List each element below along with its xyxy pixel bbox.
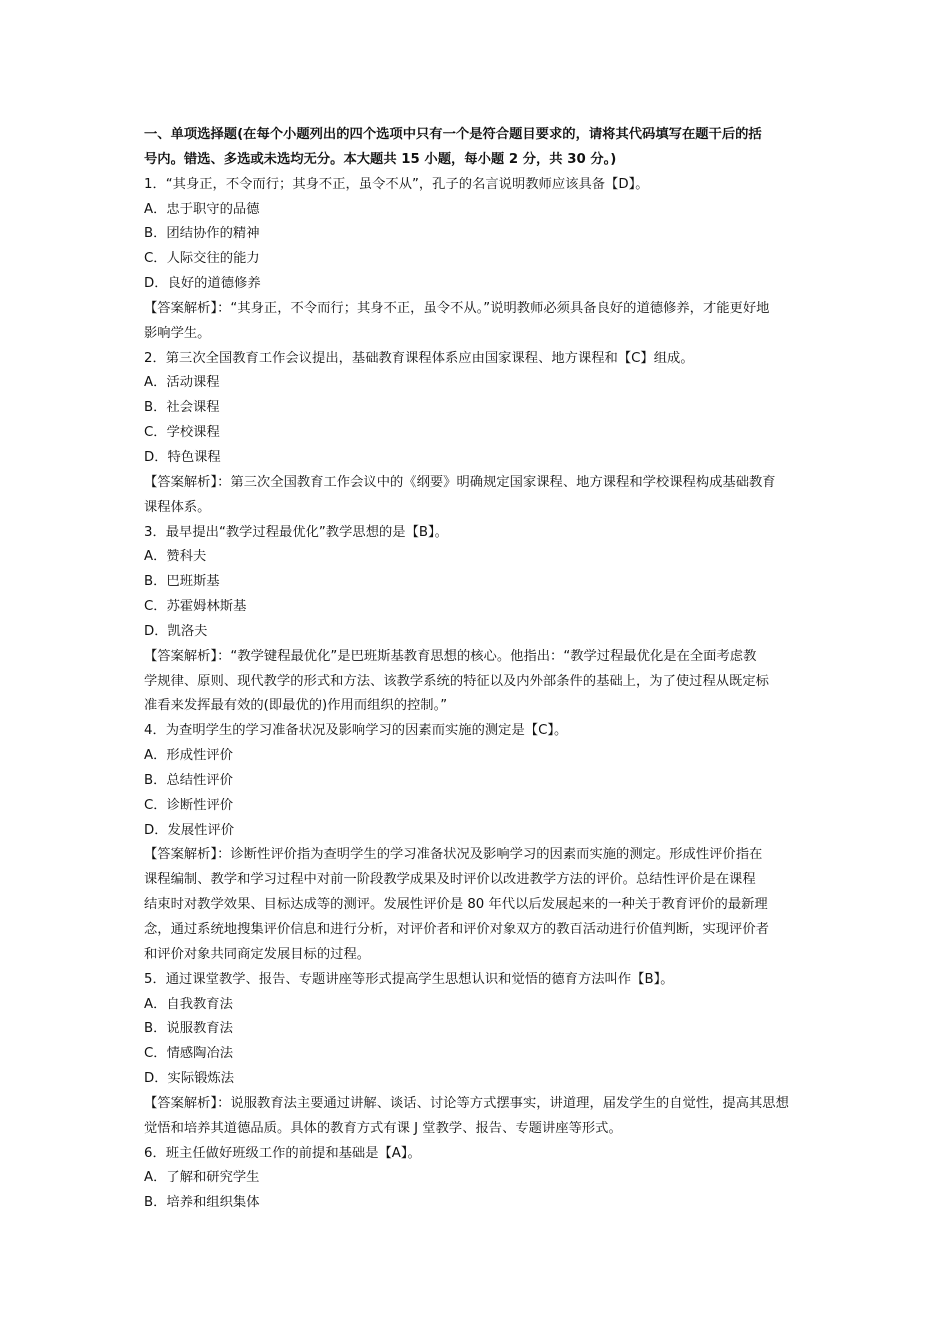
answer-analysis [144, 297, 810, 347]
option-d: D．发展性评价 [144, 822, 235, 838]
option-b: B．说服教育法 [144, 1021, 233, 1037]
option-c: C．苏霍姆林斯基 [144, 599, 247, 615]
option-b: B．培养和组织集体 [144, 1195, 260, 1211]
option-c: C．学校课程 [144, 425, 220, 441]
option-d: D．凯洛夫 [144, 623, 208, 639]
analysis-line: 【答案解析】：“其身正，不令而行；其身不正，虽令不从。”说明教师必须具备良好的道德修养，才能更好地 [144, 300, 770, 316]
analysis-line: 影响学生。 [144, 325, 211, 341]
analysis-line: 准看来发挥最有效的(即最优的)作用而组织的控制。” [144, 698, 448, 714]
question-3 [144, 521, 810, 720]
section-title-line-1: 一、单项选择题(在每个小题列出的四个选项中只有一个是符合题目要求的，请将其代码填写在题干后的括 [144, 127, 762, 142]
option-a: A．忠于职守的品德 [144, 201, 260, 217]
analysis-line: 【答案解析】：“教学键程最优化”是巴班斯基教育思想的核心。他指出：“教学过程最优化是在全面考虑教 [144, 648, 757, 664]
analysis-line: 念，通过系统地搜集评价信息和进行分析，对评价者和评价对象双方的教百活动进行价值判断，实现评价者 [144, 922, 769, 937]
section-title-line-2: 号内。错选、多选或未选均无分。本大题共 15 小题，每小题 2 分，共 30 分。) [144, 151, 617, 167]
answer-analysis [144, 471, 810, 521]
option-b: B．团结协作的精神 [144, 226, 260, 242]
analysis-line: 课程体系。 [144, 499, 211, 515]
option-a: A．活动课程 [144, 375, 220, 391]
answer-analysis [144, 843, 810, 967]
analysis-line: 【答案解析】：说服教育法主要通过讲解、谈话、讨论等方式摆事实，讲道理，届发学生的自觉性，提高其思想 [144, 1095, 789, 1111]
option-a: A．赞科夫 [144, 549, 207, 565]
question-stem: 4．为查明学生的学习准备状况及影响学习的因素而实施的测定是【C】。 [144, 723, 568, 739]
question-stem: 2．第三次全国教育工作会议提出，基础教育课程体系应由国家课程、地方课程和【C】组成。 [144, 350, 694, 366]
option-a: A．了解和研究学生 [144, 1170, 260, 1186]
analysis-line: 【答案解析】：诊断性评价指为查明学生的学习准备状况及影响学习的因素而实施的测定。形成性评价指在 [144, 847, 763, 863]
question-2 [144, 347, 810, 521]
question-4 [144, 719, 810, 967]
answer-analysis [144, 1092, 810, 1142]
option-d: D．良好的道德修养 [144, 276, 261, 292]
analysis-line: 觉悟和培养其道德品质。具体的教育方式有课 J 堂教学、报告、专题讲座等形式。 [144, 1120, 622, 1136]
option-b: B．巴班斯基 [144, 574, 220, 590]
question-stem: 1．“其身正，不令而行；其身不正，虽令不从”，孔子的名言说明教师应该具备【D】。 [144, 176, 649, 192]
analysis-line: 课程编制、教学和学习过程中对前一阶段教学成果及时评价以改进教学方法的评价。总结性评价是在课程 [144, 872, 756, 888]
option-a: A．自我教育法 [144, 996, 233, 1012]
question-stem: 3．最早提出“教学过程最优化”教学思想的是【B】。 [144, 524, 448, 540]
option-d: D．实际锻炼法 [144, 1071, 235, 1087]
option-a: A．形成性评价 [144, 748, 233, 764]
option-b: B．社会课程 [144, 400, 220, 416]
document-page [144, 123, 810, 1216]
option-d: D．特色课程 [144, 449, 221, 465]
question-stem: 5．通过课堂教学、报告、专题讲座等形式提高学生思想认识和觉悟的德育方法叫作【B】。 [144, 971, 674, 987]
option-c: C．人际交往的能力 [144, 251, 260, 267]
option-b: B．总结性评价 [144, 772, 233, 788]
analysis-line: 【答案解析】：第三次全国教育工作会议中的《纲要》明确规定国家课程、地方课程和学校课程构成基础教育 [144, 474, 776, 490]
analysis-line: 和评价对象共同商定发展目标的过程。 [144, 946, 371, 962]
answer-analysis [144, 645, 810, 720]
question-stem: 6．班主任做好班级工作的前提和基础是【A】。 [144, 1145, 421, 1161]
question-5 [144, 968, 810, 1142]
option-c: C．情感陶冶法 [144, 1046, 234, 1062]
question-1 [144, 173, 810, 347]
analysis-line: 学规律、原则、现代教学的形式和方法、该教学系统的特征以及内外部条件的基础上，为了使过程从既定标 [144, 673, 769, 689]
question-6 [144, 1142, 810, 1217]
option-c: C．诊断性评价 [144, 797, 234, 813]
analysis-line: 结束时对教学效果、目标达成等的测评。发展性评价是 80 年代以后发展起来的一种关于教育评价的最新理 [144, 897, 768, 913]
